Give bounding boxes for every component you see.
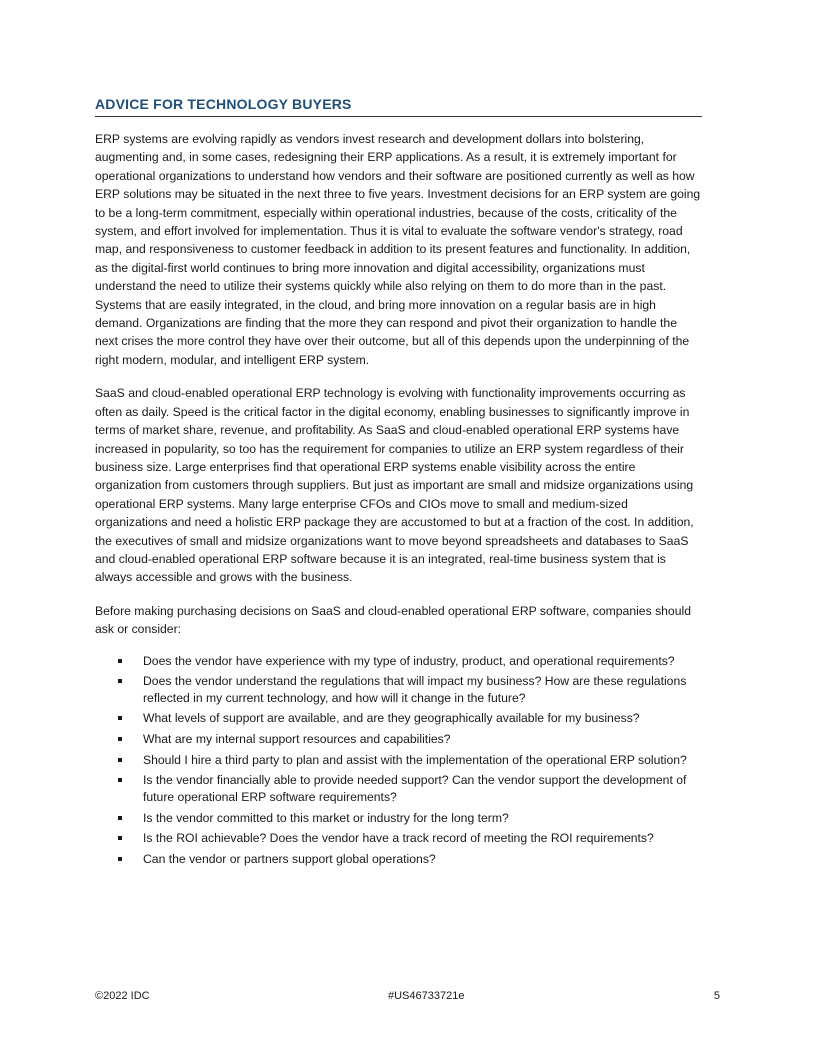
list-item [95,830,702,846]
bullet-icon [118,836,122,840]
paragraph-questions-intro: Before making purchasing decisions on SaaS and cloud-enabled operational ERP software, companies should ask or consider: [95,603,691,637]
bullet-icon [118,778,122,782]
bullet-icon [118,816,122,820]
list-item-text: Does the vendor have experience with my type of industry, product, and operational requirements? [143,653,675,668]
list-item-text: Should I hire a third party to plan and assist with the implementation of the operational ERP solution? [143,752,687,767]
list-item-text: What are my internal support resources and capabilities? [143,732,451,747]
footer-page-number: 5 [713,990,720,1002]
section-title: ADVICE FOR TECHNOLOGY BUYERS [95,96,702,117]
bullet-icon [118,857,122,861]
list-item [95,772,702,805]
list-item [95,752,702,768]
footer-document-id: #US46733721e [388,990,465,1002]
list-item [95,731,702,747]
list-item [95,851,702,867]
paragraph-saas-cloud: SaaS and cloud-enabled operational ERP technology is evolving with functionality improvements occurring as often as daily. Speed is the critical factor in the digital economy, enabling businesses to significantly improve in terms of market share, revenue, and profitability. As SaaS and cloud-enabled operational ERP systems have increased in popularity, so too has the requirement for companies to utilize an ERP system regardless of their business size. Large enterprises find that operational ERP systems enable visibility across the entire organization from customers through suppliers. But just as important are small and midsize organizations using operational ERP systems. Many large enterprise CFOs and CIOs move to small and medium-sized organizations and need a holistic ERP package they are accustomed to but at a fraction of the cost. In addition, the executives of small and midsize organizations want to move beyond spreadsheets and databases to SaaS and cloud-enabled operational ERP software because it is an integrated, real-time business system that is always accessible and grows with the business. [95,386,694,585]
list-item [95,810,702,826]
list-item-text: Is the vendor financially able to provide needed support? Can the vendor support the development of future operational ERP software requirements? [143,773,687,804]
list-item-text: Is the vendor committed to this market or industry for the long term? [143,810,509,825]
bullet-icon [118,716,122,720]
document-page [95,96,702,872]
list-item [95,653,702,669]
list-item-text: Is the ROI achievable? Does the vendor have a track record of meeting the ROI requirements? [143,831,654,846]
footer-copyright: ©2022 IDC [95,990,150,1002]
bullet-icon [118,758,122,762]
paragraph-erp-evolution: ERP systems are evolving rapidly as vendors invest research and development dollars into bolstering, augmenting and, in some cases, redesigning their ERP applications. As a result, it is extremely important for operational organizations to understand how vendors and their software are positioned currently as well as how ERP solutions may be situated in the next three to five years. Investment decisions for an ERP system are going to be a long-term commitment, especially within operational industries, because of the costs, criticality of the system, and effort involved for implementation. Thus it is vital to evaluate the software vendor's strategy, road map, and responsiveness to customer feedback in addition to its present features and functionality. In addition, as the digital-first world continues to bring more innovation and digital accessibility, organizations must understand the need to utilize their systems quickly while also relying on them to do more than in the past. Systems that are easily integrated, in the cloud, and bring more innovation on a regular basis are in high demand. Organizations are finding that the more they can respond and pivot their organization to handle the next crises the more control they have over their outcome, but all of this depends upon the underpinning of the right modern, modular, and intelligent ERP system. [95,132,701,367]
list-item-text: Can the vendor or partners support global operations? [143,852,436,866]
questions-list [95,653,702,868]
bullet-icon [118,659,122,663]
list-item [95,673,702,706]
list-item-text: What levels of support are available, and are they geographically available for my business? [143,711,640,726]
bullet-icon [118,679,122,683]
bullet-icon [118,737,122,741]
list-item-text: Does the vendor understand the regulations that will impact my business? How are these regulations reflected in my current technology, and how will it change in the future? [143,674,687,705]
list-item [95,710,702,726]
